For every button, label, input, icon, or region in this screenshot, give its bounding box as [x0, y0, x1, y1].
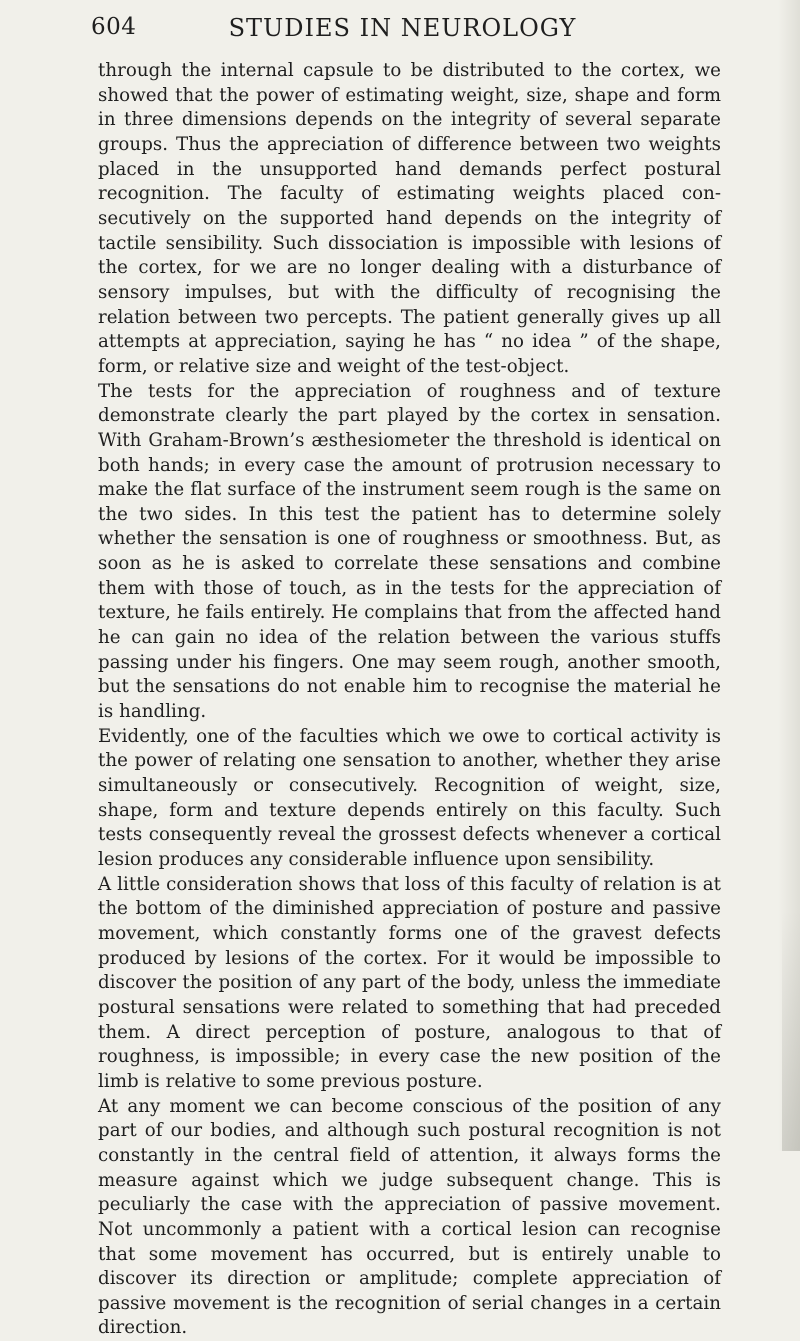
page-header [91, 14, 714, 46]
running-head: STUDIES IN NEUROLOGY [228, 14, 577, 42]
paragraph-2: The tests for the appreciation of roughness and of texture demonstrate clearly the part played by the cortex in sensation. With Graham-Brown’s æsthesiometer the threshold is identical on both hands; in every case the amount of protrusion necessary to make the flat surface of the instrument seem rough is the same on the two sides. In this test the patient has to determine solely whether the sensation is one of roughness or smoothness. But, as soon as he is asked to correlate these sensations and combine them with those of touch, as in the tests for the appreciation of texture, he fails entirely. He complains that from the affected hand he can gain no idea of the relation between the various stuffs passing under his fingers. One may seem rough, another smooth, but the sensations do not enable him to recognise the material he is handling. [98, 380, 721, 723]
paragraph-4: A little consideration shows that loss of this faculty of relation is at the bottom of the diminished appreciation of posture and passive movement, which constantly forms one of the gravest defects produced by lesions of the cortex. For it would be impossible to discover the position of any part of the body, unless the immediate postural sensations were related to something that had preceded them. A direct perception of posture, analogous to that of roughness, is impossible; in every case the new position of the limb is relative to some previous posture. [98, 873, 721, 1092]
paragraph-1: through the internal capsule to be distributed to the cortex, we showed that the power of estimating weight, size, shape and form in three dimensions depends on the integrity of several separate groups. Thus the appreciation of difference between two weights placed in the unsupported hand demands perfect postural recognition. The faculty of estimating weights placed consecutively on the supported hand depends on the integrity of tactile sensibility. Such dissociation is impossible with lesions of the cortex, for we are no longer dealing with a disturbance of sensory impulses, but with the difficulty of recognising the relation between two percepts. The patient generally gives up all attempts at appreciation, saying he has “ no idea ” of the shape, form, or relative size and weight of the test-object. [98, 60, 721, 377]
page-number: 604 [91, 14, 137, 40]
page-edge-smudge [782, 911, 800, 1151]
paragraph-5: At any moment we can become conscious of the position of any part of our bodies, and although such postural recognition is not constantly in the central field of attention, it always forms the measure against which we judge subsequent change. This is peculiarly the case with the appreciation of passive movement. Not uncommonly a patient with a cortical lesion can recognise that some movement has occurred, but is entirely unable to discover its direction or amplitude; complete appreciation of passive movement is the recognition of serial changes in a certain direction. [98, 1095, 721, 1339]
body-text [98, 59, 721, 1339]
paragraph-3: Evidently, one of the faculties which we owe to cortical activity is the power of relating one sensation to another, whether they arise simultaneously or consecutively. Recognition of weight, size, shape, form and texture depends entirely on this faculty. Such tests consequently reveal the grossest defects whenever a cortical lesion produces any considerable influence upon sensibility. [98, 725, 721, 870]
